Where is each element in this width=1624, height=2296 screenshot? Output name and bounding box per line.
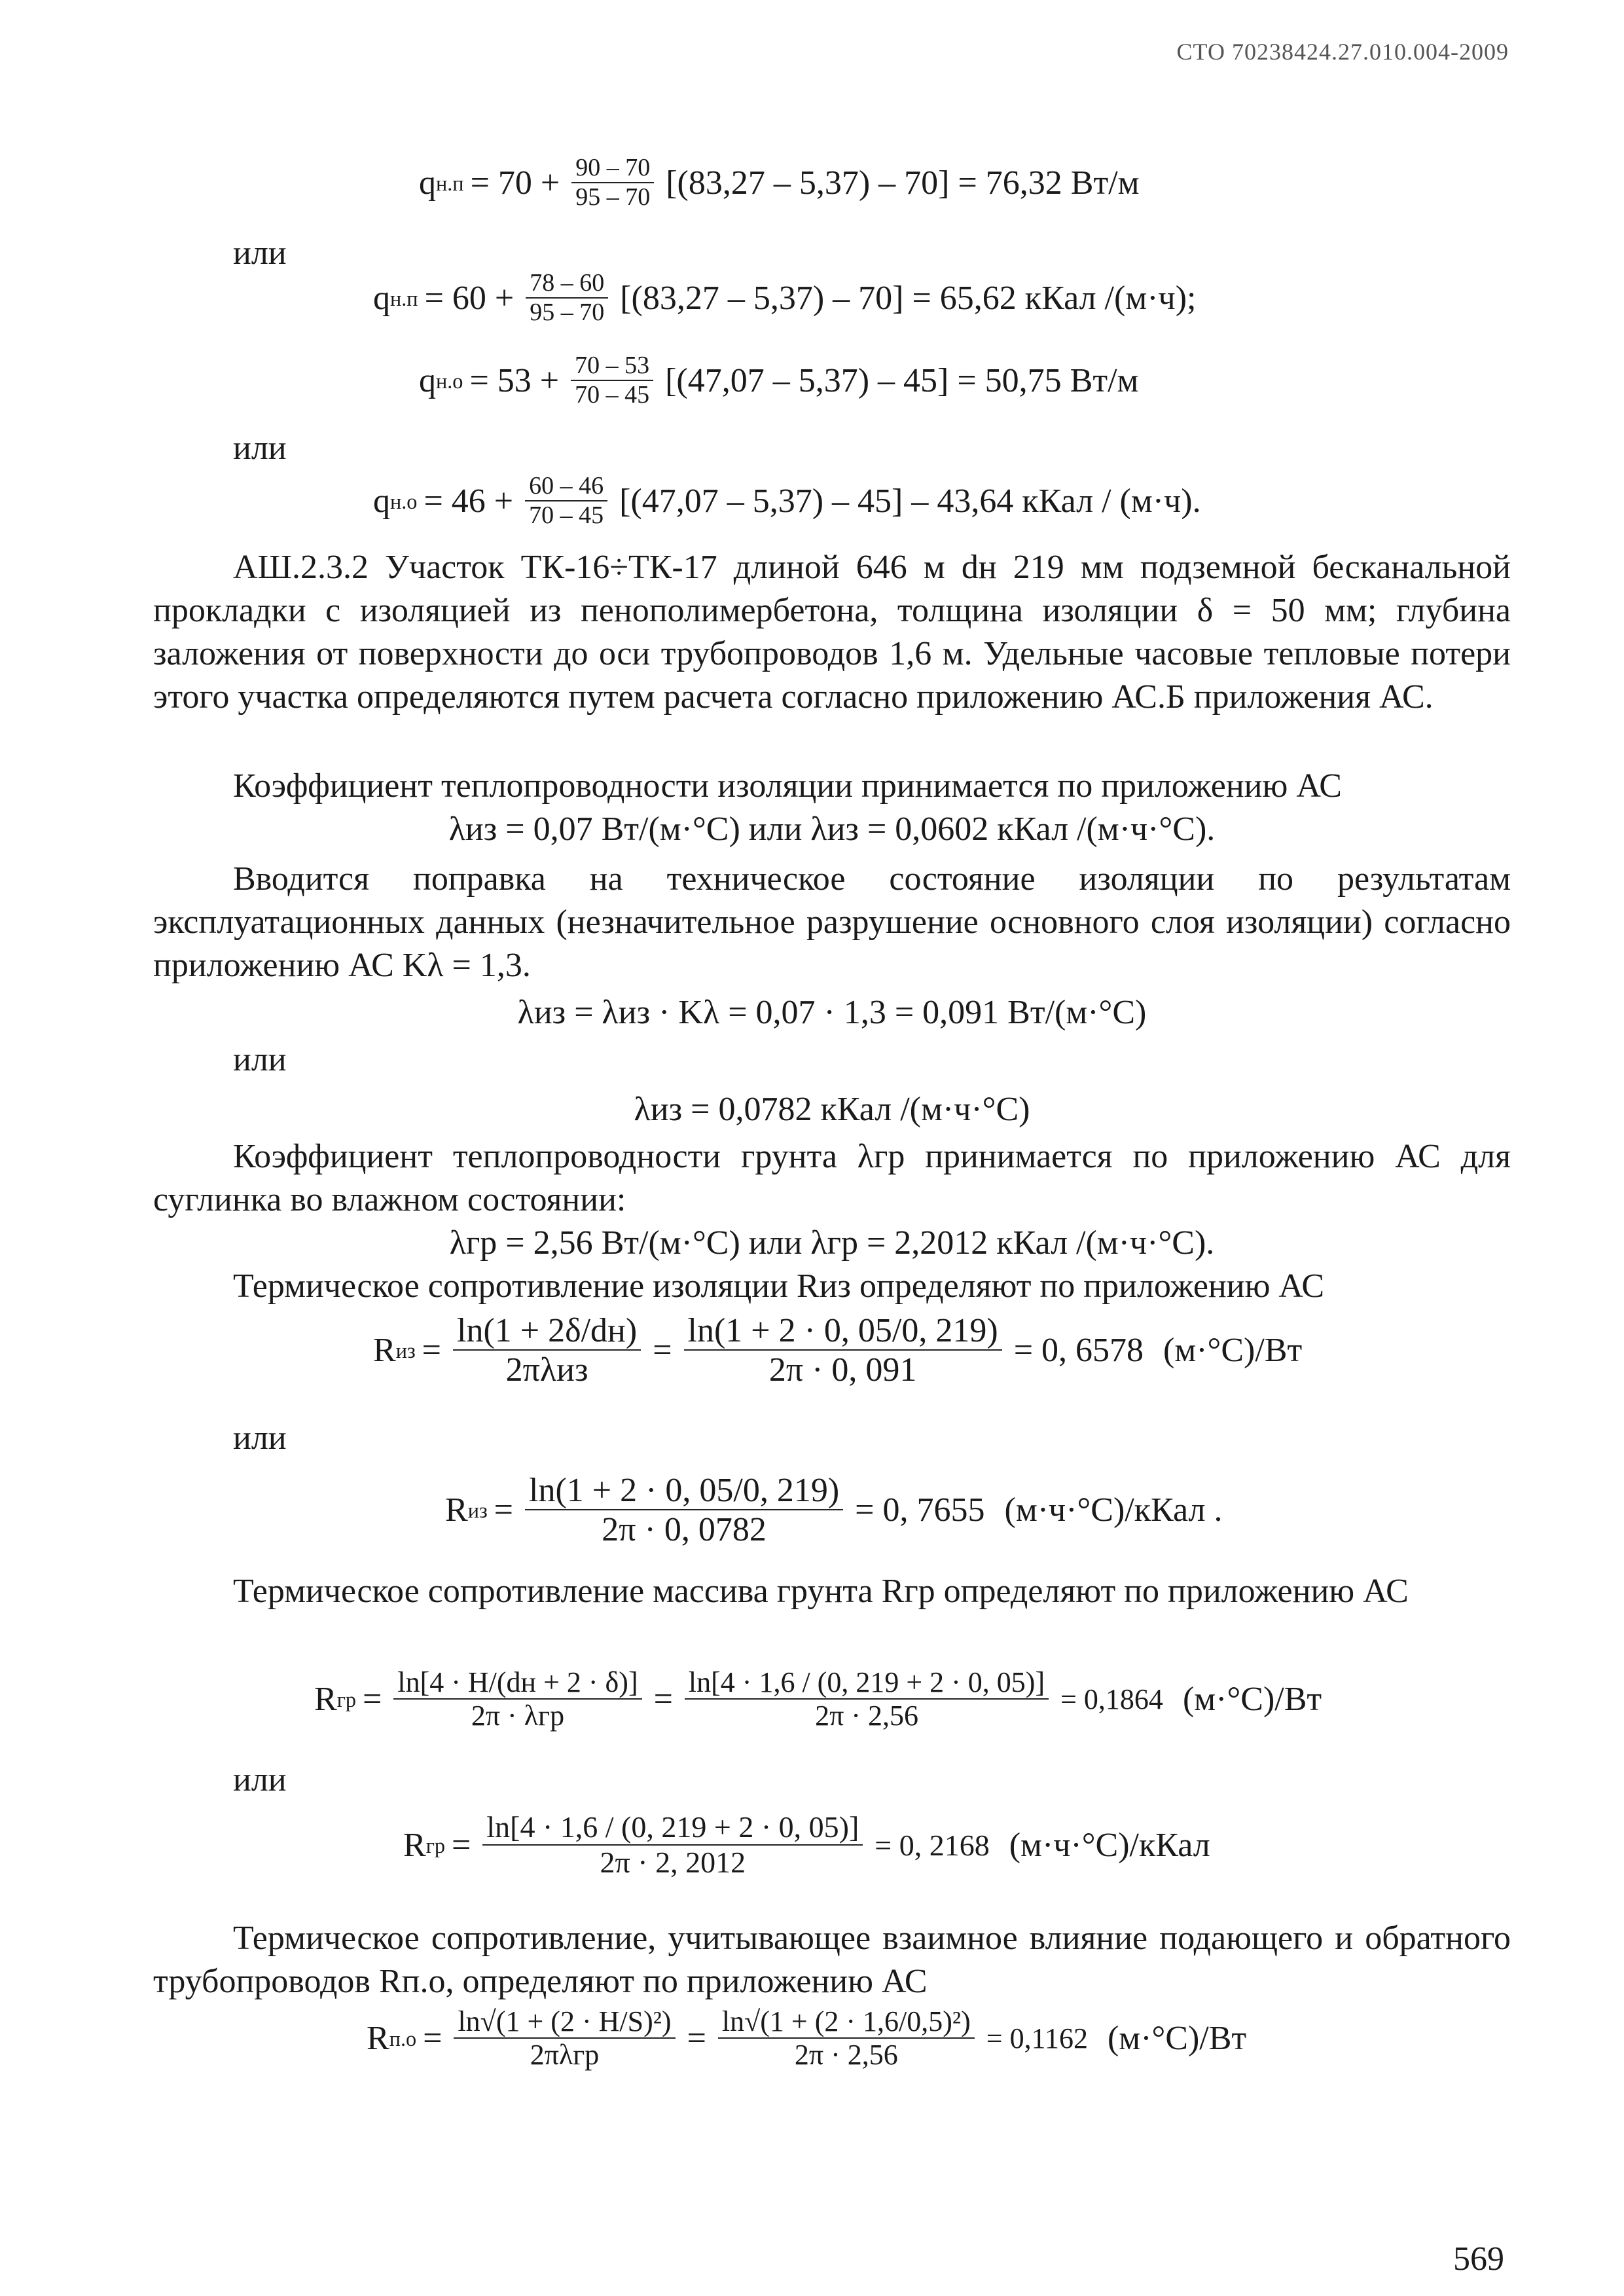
fraction	[454, 2006, 675, 2072]
or-word: или	[233, 234, 287, 272]
eq-lhs: R	[373, 1332, 396, 1370]
eq-lhs: q	[373, 279, 390, 317]
equation-lambda-corrected-kcal: λиз = 0,0782 кКал /(м·ч·°С)	[634, 1091, 1030, 1128]
paragraph-mutual-resistance: Термическое сопротивление, учитывающее взаимное влияние подающего и обратного трубопроводов Rп.о, определяют по приложению АС	[153, 1920, 1511, 2000]
eq-unit: (м·°С)/Вт	[1182, 1681, 1322, 1719]
eq-unit: (м·°С)/Вт	[1163, 1332, 1303, 1370]
fraction-numerator: ln(1 + 2 · 0, 05/0, 219)	[525, 1472, 843, 1510]
or-word: или	[233, 1041, 287, 1078]
equation-q-no-2	[373, 473, 1201, 530]
fraction-numerator: ln[4 · 1,6 / (0, 219 + 2 · 0, 05)]	[482, 1811, 863, 1846]
eq-result: = 0, 7655	[855, 1491, 985, 1529]
fraction-numerator: 70 – 53	[571, 352, 653, 381]
paragraph-soil-resistance: Термическое сопротивление массива грунта Rгр определяют по приложению АС	[233, 1573, 1409, 1610]
fraction-denominator: 2π · 0, 091	[768, 1351, 917, 1389]
eq-unit: (м·°С)/Вт	[1107, 2020, 1247, 2058]
fraction-denominator: 95 – 70	[575, 183, 651, 211]
fraction	[685, 1667, 1049, 1733]
equals-sign: =	[494, 1491, 513, 1529]
eq-post: [(83,27 – 5,37) – 70] = 76,32 Вт/м	[666, 164, 1140, 202]
equation-q-no-1	[419, 352, 1138, 409]
eq-unit: (м·ч·°С)/кКал	[1009, 1826, 1210, 1864]
fraction-denominator: 2π · 2,56	[794, 2039, 898, 2071]
paragraph-insulation-resistance: Термическое сопротивление изоляции Rиз определяют по приложению АС	[233, 1267, 1325, 1305]
eq-lhs: q	[419, 164, 436, 202]
fraction-denominator: 95 – 70	[530, 298, 605, 326]
fraction-denominator: 2πλгр	[530, 2039, 600, 2071]
fraction-denominator: 2π · 2,56	[815, 1700, 918, 1732]
eq-post: [(47,07 – 5,37) – 45] – 43,64 кКал / (м·ч).	[619, 482, 1201, 520]
eq-post: [(47,07 – 5,37) – 45] = 50,75 Вт/м	[665, 361, 1139, 399]
eq-lhs: q	[373, 482, 390, 520]
equals-sign: =	[452, 1826, 471, 1864]
eq-sub: н.п	[436, 171, 464, 195]
eq-result: = 0, 2168	[875, 1828, 990, 1862]
fraction-numerator: ln(1 + 2 · 0, 05/0, 219)	[684, 1312, 1002, 1351]
fraction	[526, 270, 608, 327]
fraction	[718, 2006, 975, 2072]
equals-sign: =	[423, 2020, 442, 2058]
eq-pre: = 70 +	[470, 164, 560, 202]
eq-lhs: R	[314, 1681, 337, 1719]
equals-sign: =	[422, 1332, 441, 1370]
equation-r-mutual	[367, 2006, 1246, 2072]
fraction	[453, 1312, 641, 1390]
fraction-denominator: 2πλиз	[505, 1351, 588, 1389]
fraction	[482, 1811, 863, 1880]
equals-sign: =	[363, 1681, 382, 1719]
eq-result: = 0, 6578	[1013, 1332, 1144, 1370]
fraction-numerator: ln√(1 + (2 · 1,6/0,5)²)	[718, 2006, 975, 2039]
or-word: или	[233, 429, 287, 467]
fraction-denominator: 70 – 45	[529, 501, 604, 529]
paragraph-correction-factor: Вводится поправка на техническое состояние изоляции по результатам эксплуатационных данных (незначительное разрушение основного слоя изоляции) согласно приложению АС Kλ = 1,3.	[153, 860, 1511, 984]
equation-r-insulation-kcal	[445, 1472, 1223, 1550]
eq-lhs: R	[403, 1826, 426, 1864]
equation-lambda-insulation: λиз = 0,07 Вт/(м·°С) или λиз = 0,0602 кКал /(м·ч·°С).	[448, 811, 1216, 848]
or-word: или	[233, 1761, 287, 1798]
eq-sub: п.о	[389, 2027, 417, 2051]
paragraph-soil-conductivity: Коэффициент теплопроводности грунта λгр принимается по приложению АС для суглинка во влажном состоянии:	[153, 1138, 1511, 1218]
eq-lhs: R	[445, 1491, 468, 1529]
fraction-numerator: ln(1 + 2δ/dн)	[453, 1312, 641, 1351]
fraction	[393, 1667, 641, 1733]
fraction	[525, 473, 607, 530]
equation-q-np-1	[419, 155, 1140, 211]
eq-lhs: R	[367, 2020, 389, 2058]
equals-sign: =	[653, 1332, 672, 1370]
fraction-numerator: ln√(1 + (2 · H/S)²)	[454, 2006, 675, 2039]
eq-sub: из	[467, 1499, 488, 1523]
eq-pre: = 53 +	[469, 361, 560, 399]
fraction-numerator: ln[4 · H/(dн + 2 · δ)]	[393, 1667, 641, 1700]
fraction-denominator: 2π · 0, 0782	[602, 1511, 767, 1549]
equation-lambda-soil: λгр = 2,56 Вт/(м·°С) или λгр = 2,2012 кКал /(м·ч·°С).	[449, 1224, 1215, 1262]
eq-result: = 0,1864	[1060, 1683, 1163, 1716]
fraction	[571, 352, 653, 409]
fraction	[571, 155, 654, 211]
page-number: 569	[1453, 2240, 1504, 2278]
equation-r-soil-kcal	[403, 1811, 1210, 1880]
equation-r-insulation	[373, 1312, 1302, 1390]
fraction	[525, 1472, 843, 1550]
eq-sub: гр	[425, 1833, 446, 1857]
equals-sign: =	[687, 2020, 706, 2058]
eq-lhs: q	[419, 361, 436, 399]
eq-result: = 0,1162	[986, 2022, 1088, 2055]
eq-sub: н.о	[436, 369, 463, 393]
eq-sub: н.о	[390, 489, 418, 513]
fraction-denominator: 70 – 45	[575, 380, 650, 409]
or-word: или	[233, 1419, 287, 1457]
eq-pre: = 60 +	[424, 279, 514, 317]
equation-lambda-corrected: λиз = λиз · Kλ = 0,07 · 1,3 = 0,091 Вт/(м·°С)	[517, 994, 1147, 1031]
eq-sub: гр	[336, 1688, 357, 1712]
fraction-denominator: 2π · 2, 2012	[600, 1845, 746, 1879]
fraction-numerator: 90 – 70	[571, 155, 654, 183]
fraction-numerator: 78 – 60	[526, 270, 608, 299]
fraction-numerator: ln[4 · 1,6 / (0, 219 + 2 · 0, 05)]	[685, 1667, 1049, 1700]
eq-sub: н.п	[390, 286, 418, 310]
fraction-numerator: 60 – 46	[525, 473, 607, 501]
equation-r-soil	[314, 1667, 1322, 1733]
eq-post: [(83,27 – 5,37) – 70] = 65,62 кКал /(м·ч);	[620, 279, 1197, 317]
paragraph-section-2-3-2: АШ.2.3.2 Участок ТК-16÷ТК-17 длиной 646 м dн 219 мм подземной бесканальной прокладки с изоляцией из пенополимербетона, толщина изоляции δ = 50 мм; глубина заложения от поверхности до оси трубопроводов 1,6 м. Удельные часовые тепловые потери этого участка определяются путем расчета согласно приложению АС.Б приложения АС.	[153, 549, 1511, 716]
eq-unit: (м·ч·°С)/кКал .	[1004, 1491, 1223, 1529]
equals-sign: =	[653, 1681, 673, 1719]
paragraph-insulation-conductivity: Коэффициент теплопроводности изоляции принимается по приложению АС	[233, 767, 1342, 805]
document-header: СТО 70238424.27.010.004-2009	[1176, 39, 1509, 65]
eq-pre: = 46 +	[424, 482, 514, 520]
equation-q-np-2	[373, 270, 1196, 327]
eq-sub: из	[395, 1339, 416, 1363]
fraction	[684, 1312, 1002, 1390]
fraction-denominator: 2π · λгр	[471, 1700, 565, 1732]
